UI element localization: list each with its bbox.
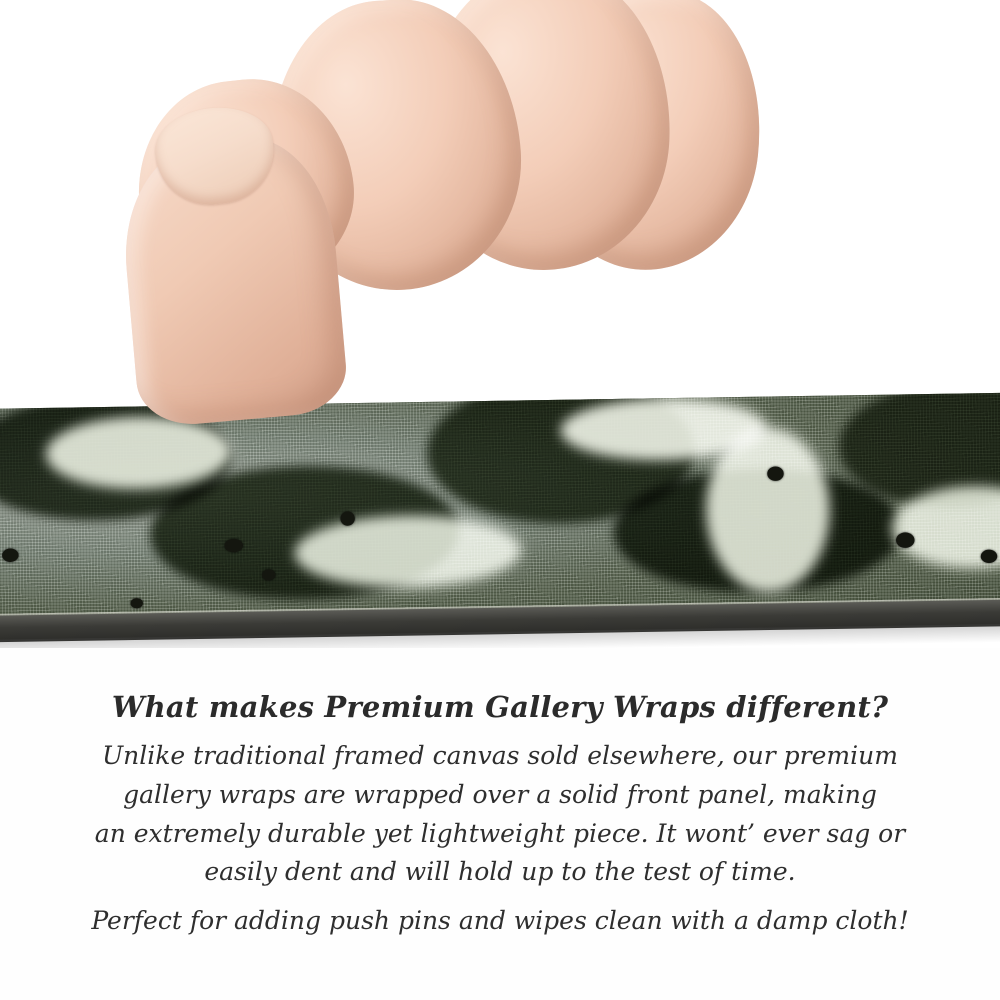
promo-line-3: an extremely durable yet lightweight piece. It wont’ ever sag or [94,818,906,848]
promo-line-1: Unlike traditional framed canvas sold elsewhere, our premium [102,741,898,770]
hand-illustration [120,0,680,430]
canvas-print-face [0,393,1000,631]
canvas-dot [340,511,355,526]
promo-line-2: gallery wraps are wrapped over a solid front panel, making [123,779,877,809]
promo-headline: What makes Premium Gallery Wraps different? [111,690,889,724]
promo-line-4: easily dent and will hold up to the test of time. [204,857,796,887]
canvas-dot [131,598,144,608]
promo-line-5: Perfect for adding push pins and wipes clean with a damp cloth! [91,906,909,935]
promo-text-block [0,690,1000,941]
canvas-dot [2,548,19,562]
